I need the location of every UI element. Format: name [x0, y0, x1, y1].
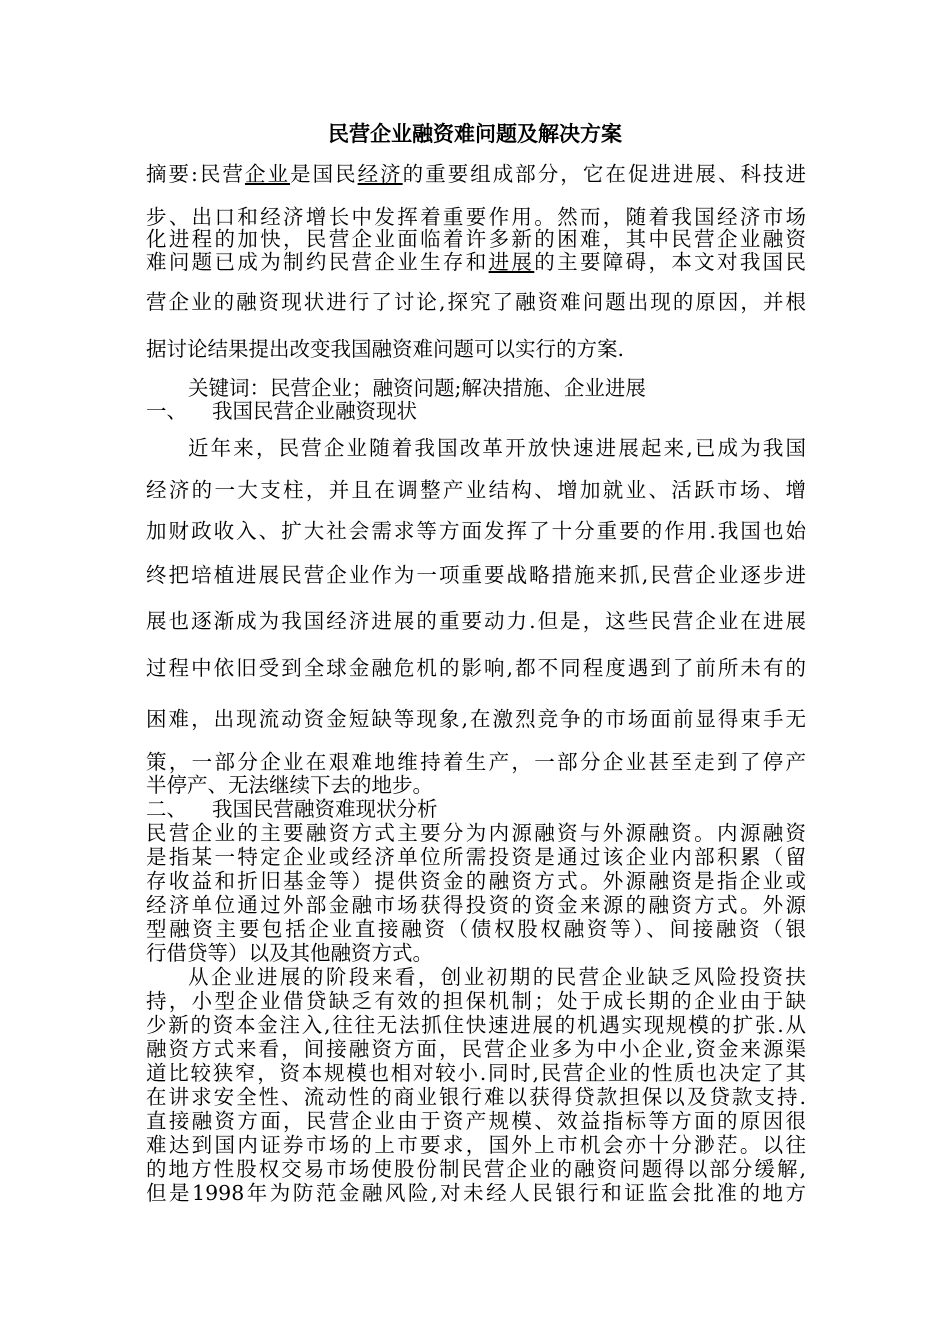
link-enterprise[interactable]: 企业 [245, 162, 291, 186]
body-line: 持，小型企业借贷缺乏有效的担保机制；处于成长期的企业由于缺 [146, 989, 806, 1013]
body-line: 的地方性股权交易市场使股份制民营企业的融资问题得以部分缓解, [146, 1157, 806, 1181]
section-heading-text: 我国民营企业融资现状 [212, 399, 417, 423]
abstract-line: 化进程的加快，民营企业面临着许多新的困难，其中民营企业融资 [146, 227, 806, 251]
body-line: 少新的资本金注入,往往无法抓住快速进展的机遇实现规模的扩张.从 [146, 1013, 806, 1037]
abstract-text: 的重要组成部分，它在促进进展、科技进 [402, 162, 807, 186]
section-heading-2 [146, 797, 806, 821]
body-line: 半停产、无法继续下去的地步。 [146, 773, 433, 797]
section-heading-text: 我国民营融资难现状分析 [212, 797, 438, 821]
body-line: 近年来，民营企业随着我国改革开放快速进展起来,已成为我国 [188, 436, 806, 460]
body-line: 从企业进展的阶段来看，创业初期的民营企业缺乏风险投资扶 [188, 965, 806, 989]
link-economy[interactable]: 经济 [357, 162, 403, 186]
body-line: 民营企业的主要融资方式主要分为内源融资与外源融资。内源融资 [146, 821, 806, 845]
body-line: 展也逐渐成为我国经济进展的重要动力.但是，这些民营企业在进展 [146, 609, 806, 633]
body-line: 经济单位通过外部金融市场获得投资的资金来源的融资方式。外源 [146, 893, 806, 917]
body-line: 但是1998年为防范金融风险,对未经人民银行和证监会批准的地方 [146, 1181, 806, 1205]
body-line: 是指某一特定企业或经济单位所需投资是通过该企业内部积累（留 [146, 845, 806, 869]
abstract-text: 的主要障碍，本文对我国民 [534, 250, 807, 274]
body-line: 经济的一大支柱，并且在调整产业结构、增加就业、活跃市场、增 [146, 478, 806, 502]
section-number: 二、 [146, 797, 187, 821]
body-line: 道比较狭窄，资本规模也相对较小.同时,民营企业的性质也决定了其 [146, 1061, 806, 1085]
abstract-line: 据讨论结果提出改变我国融资难问题可以实行的方案. [146, 337, 625, 361]
abstract-text: 难问题已成为制约民营企业生存和 [146, 250, 489, 274]
document-title: 民营企业融资难问题及解决方案 [328, 121, 622, 146]
abstract-line: 步、出口和经济增长中发挥着重要作用。然而，随着我国经济市场 [146, 205, 806, 229]
body-line: 难达到国内证券市场的上市要求，国外上市机会亦十分渺茫。以往 [146, 1133, 806, 1157]
body-line: 策，一部分企业在艰难地维持着生产，一部分企业甚至走到了停产 [146, 750, 806, 774]
body-line: 直接融资方面，民营企业由于资产规模、效益指标等方面的原因很 [146, 1109, 806, 1133]
link-development[interactable]: 进展 [488, 250, 535, 274]
abstract-line: 营企业的融资现状进行了讨论,探究了融资难问题出现的原因，并根 [146, 290, 806, 314]
body-line: 过程中依旧受到全球金融危机的影响,都不同程度遇到了前所未有的 [146, 656, 806, 680]
body-line: 终把培植进展民营企业作为一项重要战略措施来抓,民营企业逐步进 [146, 563, 806, 587]
body-line: 存收益和折旧基金等）提供资金的融资方式。外源融资是指企业或 [146, 869, 806, 893]
section-number: 一、 [146, 399, 187, 423]
body-line: 加财政收入、扩大社会需求等方面发挥了十分重要的作用.我国也始 [146, 519, 806, 543]
section-heading-1 [146, 399, 806, 423]
abstract-text: 摘要:民营 [146, 162, 246, 186]
body-line: 行借贷等）以及其他融资方式。 [146, 941, 433, 965]
abstract-line [146, 162, 806, 186]
keywords: 关键词：民营企业；融资问题;解决措施、企业进展 [188, 376, 646, 400]
abstract-text: 是国民 [290, 162, 358, 186]
body-line: 在讲求安全性、流动性的商业银行难以获得贷款担保以及贷款支持. [146, 1085, 806, 1109]
body-line: 融资方式来看，间接融资方面，民营企业多为中小企业,资金来源渠 [146, 1037, 806, 1061]
body-line: 困难，出现流动资金短缺等现象,在激烈竞争的市场面前显得束手无 [146, 707, 806, 731]
abstract-line [146, 250, 806, 274]
body-line: 型融资主要包括企业直接融资（债权股权融资等）、间接融资（银 [146, 917, 806, 941]
